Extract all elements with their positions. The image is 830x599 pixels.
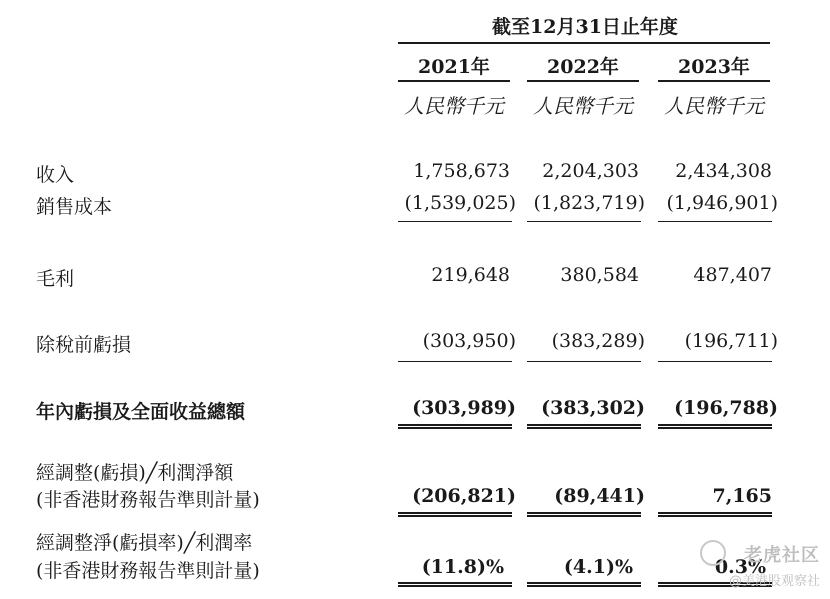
loss-rule-2021 (398, 361, 512, 362)
value-loss-before-tax-2021: (303,950) (422, 330, 516, 352)
value-cost-of-sales-2022: (1,823,719) (533, 192, 645, 214)
row-label-revenue: 收入 (36, 164, 75, 186)
adjusted-margin-double-rule-2022 (527, 582, 641, 587)
row-label-total-comprehensive-loss: 年內虧損及全面收益總額 (36, 401, 246, 423)
row-label-adjusted-net: 經調整(虧損)╱利潤淨額 (36, 462, 234, 484)
row-label-gross-profit: 毛利 (36, 268, 75, 290)
row-label-loss-before-tax: 除稅前虧損 (36, 334, 132, 356)
unit-2023: 人民幣千元 (664, 94, 764, 118)
value-gross-profit-2022: 380,584 (560, 264, 639, 286)
unit-2021: 人民幣千元 (404, 94, 504, 118)
total-double-rule-2022 (527, 424, 641, 429)
adjusted-net-double-rule-2021 (398, 512, 512, 517)
period-rule (398, 42, 770, 44)
value-adjusted-net-2023: 7,165 (712, 485, 772, 507)
watermark-handle: @美港股观察社 (728, 574, 820, 589)
subtotal-rule-2022 (527, 221, 641, 222)
total-double-rule-2023 (658, 424, 772, 429)
value-gross-profit-2023: 487,407 (693, 264, 772, 286)
value-cost-of-sales-2021: (1,539,025) (404, 192, 516, 214)
period-header: 截至12月31日止年度 (492, 16, 678, 38)
subtotal-rule-2023 (658, 221, 772, 222)
value-cost-of-sales-2023: (1,946,901) (666, 192, 778, 214)
value-total-loss-2022: (383,302) (541, 397, 645, 419)
row-label-adjusted-net-note: (非香港財務報告準則計量) (36, 489, 260, 511)
value-revenue-2022: 2,204,303 (542, 160, 639, 182)
year-2022-header: 2022年 (547, 56, 619, 78)
value-total-loss-2021: (303,989) (412, 397, 516, 419)
adjusted-net-double-rule-2022 (527, 512, 641, 517)
value-loss-before-tax-2022: (383,289) (551, 330, 645, 352)
value-loss-before-tax-2023: (196,711) (684, 330, 778, 352)
row-label-adjusted-margin-note: (非香港財務報告準則計量) (36, 560, 260, 582)
adjusted-margin-double-rule-2021 (398, 582, 512, 587)
year-2022-rule (527, 80, 639, 82)
value-revenue-2023: 2,434,308 (675, 160, 772, 182)
row-label-adjusted-margin: 經調整淨(虧損率)╱利潤率 (36, 532, 253, 554)
subtotal-rule-2021 (398, 221, 512, 222)
year-2023-rule (658, 80, 770, 82)
value-adjusted-net-2022: (89,441) (554, 485, 645, 507)
value-adjusted-margin-2023: 0.3% (714, 556, 766, 578)
value-revenue-2021: 1,758,673 (413, 160, 510, 182)
year-2023-header: 2023年 (678, 56, 750, 78)
value-adjusted-margin-2021: (11.8)% (421, 556, 504, 578)
value-adjusted-net-2021: (206,821) (412, 485, 516, 507)
watermark-brand: 老虎社区 (744, 545, 820, 566)
loss-rule-2023 (658, 361, 772, 362)
year-2021-header: 2021年 (418, 56, 490, 78)
loss-rule-2022 (527, 361, 641, 362)
total-double-rule-2021 (398, 424, 512, 429)
value-total-loss-2023: (196,788) (674, 397, 778, 419)
year-2021-rule (398, 80, 510, 82)
row-label-cost-of-sales: 銷售成本 (36, 196, 113, 218)
unit-2022: 人民幣千元 (533, 94, 633, 118)
adjusted-net-double-rule-2023 (658, 512, 772, 517)
value-gross-profit-2021: 219,648 (431, 264, 510, 286)
value-adjusted-margin-2022: (4.1)% (563, 556, 633, 578)
tiger-logo-icon (700, 540, 726, 566)
